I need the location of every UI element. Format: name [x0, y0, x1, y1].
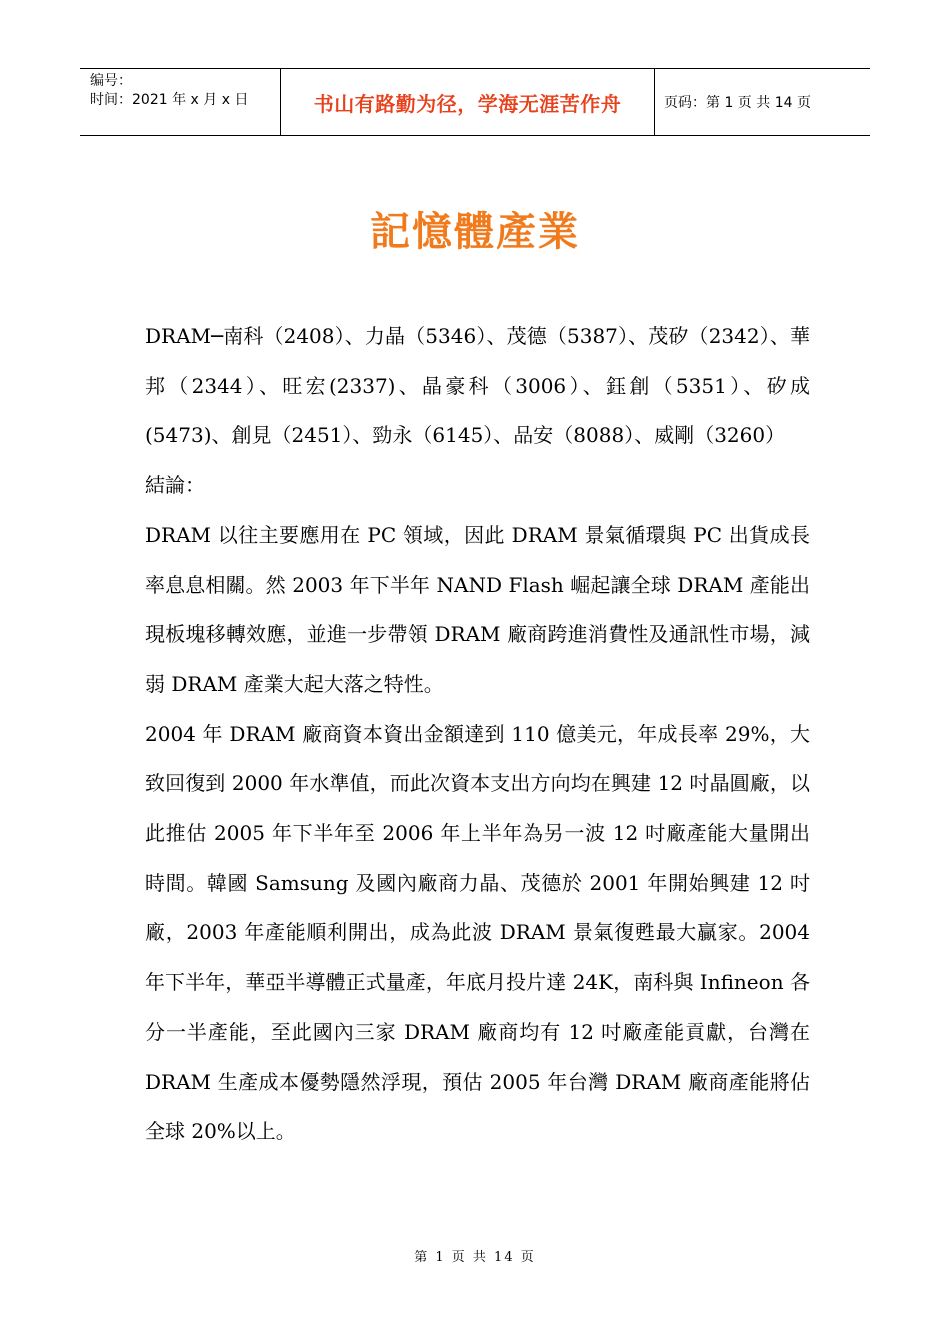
conclusion-label: 結論：	[145, 473, 205, 498]
document-date: 时间：2021 年 x 月 x 日	[90, 92, 249, 108]
header-page-cell	[655, 69, 870, 135]
header-page-info: 页码：第 1 页 共 14 页	[664, 95, 811, 111]
document-number-label: 编号：	[90, 73, 132, 89]
conclusion-paragraph-2: 2004 年 DRAM 廠商資本資出金額達到 110 億美元，年成長率 29%，大致回復到 2000 年水準值，而此次資本支出方向均在興建 12 吋晶圓廠，以此推估 2005 年下半年至 2006 年上半年為另一波 12 吋廠產能大量開出時間。韓國 Samsung 及國內廠商力晶、茂德於 2001 年開始興建 12 吋廠，2003 年產能順利開出，成為此波 DRAM 景氣復甦最大贏家。2004 年下半年，華亞半導體正式量產，年底月投片達 24K，南科與 Infineon 各分一半產能，至此國內三家 DRAM 廠商均有 12 吋廠產能貢獻，台灣在 DRAM 生產成本優勢隱然浮現，預估 2005 年台灣 DRAM 廠商產能將佔全球 20%以上。	[145, 721, 810, 1144]
document-body	[145, 312, 810, 1157]
header-meta-cell	[80, 69, 281, 135]
header-motto: 书山有路勤为径，学海无涯苦作舟	[313, 91, 622, 116]
document-header	[80, 68, 870, 136]
header-motto-cell	[281, 69, 655, 135]
page-footer: 第 1 页 共 14 页	[414, 1250, 536, 1265]
document-title: 記憶體產業	[370, 209, 580, 255]
conclusion-paragraph-1: DRAM 以往主要應用在 PC 領域，因此 DRAM 景氣循環與 PC 出貨成長率息息相關。然 2003 年下半年 NAND Flash 崛起讓全球 DRAM 產能出現板塊移轉效應，並進一步帶領 DRAM 廠商跨進消費性及通訊性市場，減弱 DRAM 產業大起大落之特性。	[145, 522, 810, 696]
company-list-paragraph: DRAM─南科（2408）、力晶（5346）、茂德（5387）、茂矽（2342）、華邦（2344）、旺宏(2337)、晶豪科（3006）、鈺創（5351）、矽成(5473)、創見（2451）、勁永（6145）、品安（8088）、威剛（3260）	[145, 324, 810, 448]
